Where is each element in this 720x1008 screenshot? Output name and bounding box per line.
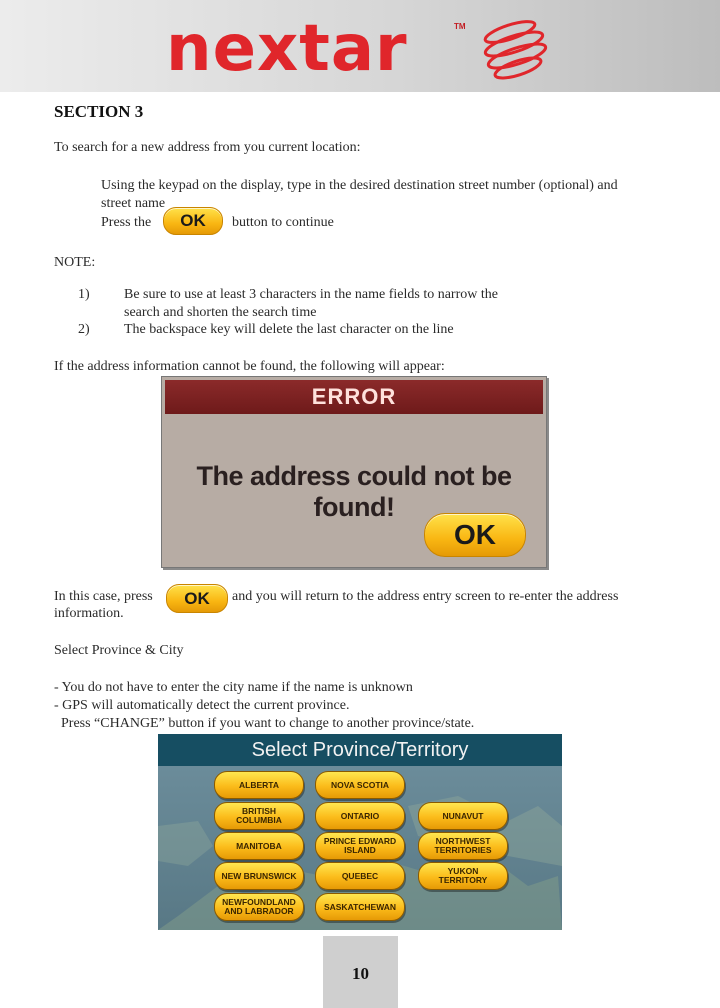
ok-button-inline-2: OK <box>166 584 228 613</box>
instruction-line-2: street name <box>101 196 166 211</box>
select-heading: Select Province & City <box>54 643 184 658</box>
not-found-text: If the address information cannot be found, the following will appear: <box>54 359 445 374</box>
bullet-1: - You do not have to enter the city name if the name is unknown <box>54 680 413 695</box>
province-nunavut-button[interactable]: NUNAVUT <box>418 802 508 830</box>
province-newfoundland-button[interactable]: NEWFOUNDLAND AND LABRADOR <box>214 893 304 921</box>
province-alberta-button[interactable]: ALBERTA <box>214 771 304 799</box>
province-british-columbia-button[interactable]: BRITISH COLUMBIA <box>214 802 304 830</box>
note-num-1: 1) <box>78 287 90 302</box>
ok-button-inline: OK <box>163 207 223 235</box>
note-num-2: 2) <box>78 322 90 337</box>
province-screen <box>158 734 562 930</box>
swirl-logo-icon <box>462 14 562 84</box>
province-yukon-territory-button[interactable]: YUKON TERRITORY <box>418 862 508 890</box>
intro-text: To search for a new address from you current location: <box>54 140 361 155</box>
province-new-brunswick-button[interactable]: NEW BRUNSWICK <box>214 862 304 890</box>
case-line-2: information. <box>54 606 124 621</box>
press-prefix: Press the <box>101 215 152 230</box>
error-title: ERROR <box>165 380 543 414</box>
note-label: NOTE: <box>54 255 96 270</box>
nextar-logo: nextar <box>166 12 408 86</box>
province-manitoba-button[interactable]: MANITOBA <box>214 832 304 860</box>
error-message: The address could not be found! <box>196 461 512 522</box>
province-ontario-button[interactable]: ONTARIO <box>315 802 405 830</box>
logo-trademark: TM <box>454 22 466 31</box>
press-suffix: button to continue <box>232 215 334 230</box>
province-quebec-button[interactable]: QUEBEC <box>315 862 405 890</box>
header-band <box>0 0 720 92</box>
province-northwest-territories-button[interactable]: NORTHWEST TERRITORIES <box>418 832 508 860</box>
bullet-3: Press “CHANGE” button if you want to change to another province/state. <box>61 716 475 731</box>
section-title: SECTION 3 <box>54 102 144 121</box>
case-prefix: In this case, press <box>54 589 153 604</box>
bullet-2: - GPS will automatically detect the current province. <box>54 698 350 713</box>
error-ok-button[interactable]: OK <box>424 513 526 557</box>
case-suffix: and you will return to the address entry screen to re-enter the address <box>232 589 619 604</box>
page-number: 10 <box>352 964 369 983</box>
note-item-1-line-2: search and shorten the search time <box>124 305 317 320</box>
province-prince-edward-island-button[interactable]: PRINCE EDWARD ISLAND <box>315 832 405 860</box>
note-item-1-line-1: Be sure to use at least 3 characters in the name fields to narrow the <box>124 287 498 302</box>
province-saskatchewan-button[interactable]: SASKATCHEWAN <box>315 893 405 921</box>
error-dialog <box>161 376 547 568</box>
province-nova-scotia-button[interactable]: NOVA SCOTIA <box>315 771 405 799</box>
page-number-box <box>323 936 398 1008</box>
instruction-line-1: Using the keypad on the display, type in the desired destination street number (optional) and <box>101 178 618 193</box>
note-item-2-line-1: The backspace key will delete the last character on the line <box>124 322 454 337</box>
province-screen-title: Select Province/Territory <box>158 734 562 766</box>
